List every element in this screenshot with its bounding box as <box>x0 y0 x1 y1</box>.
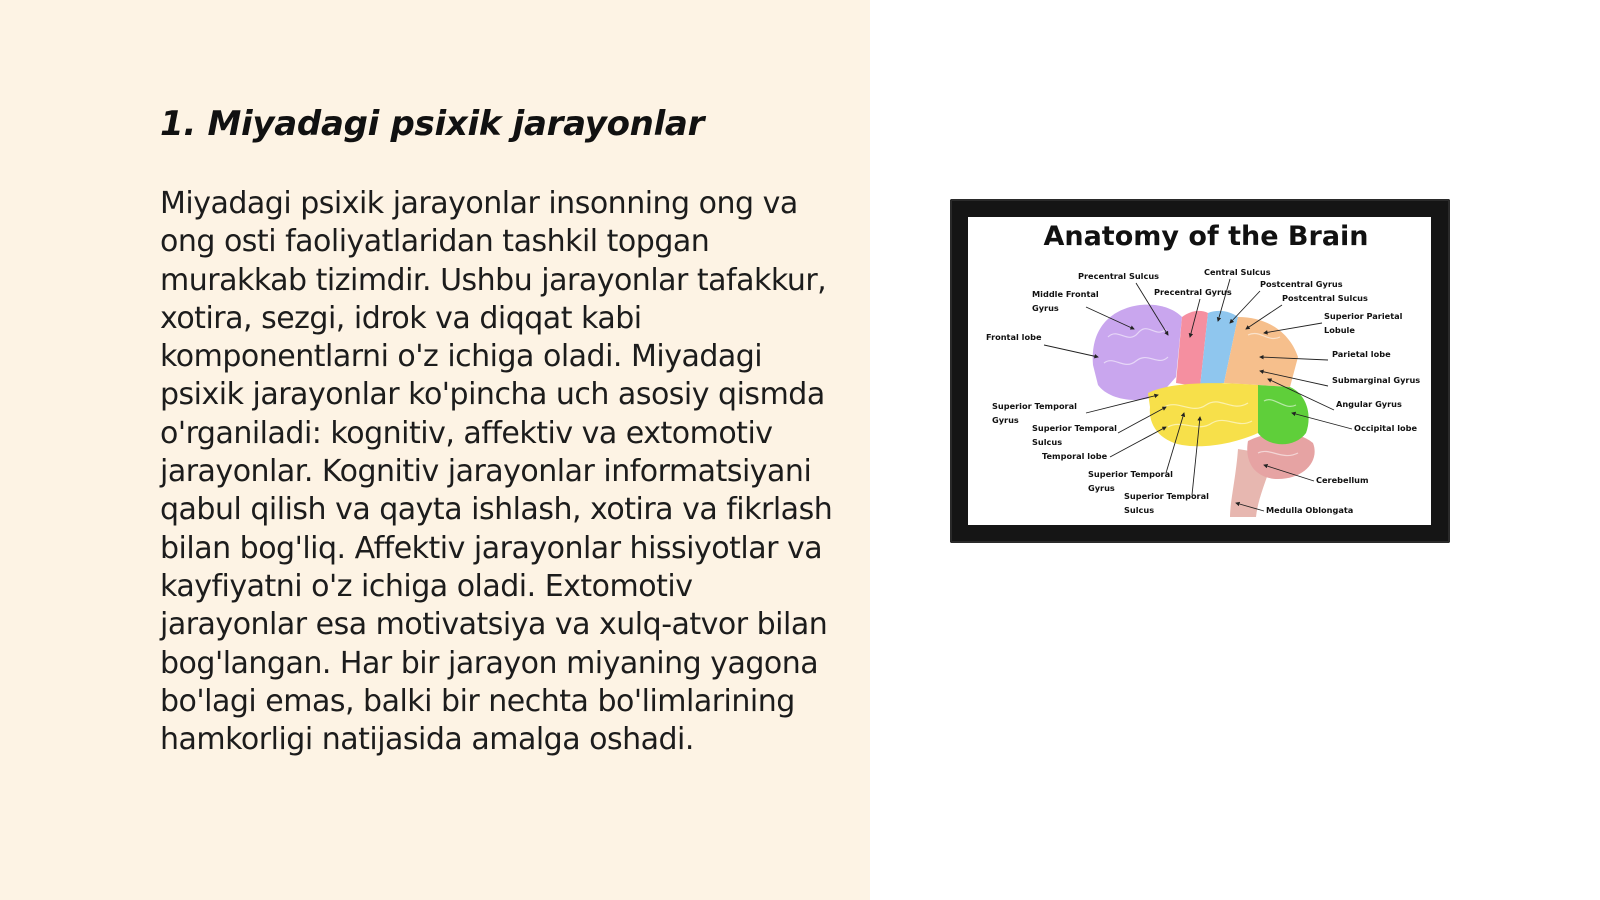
label-temporal-lobe: Temporal lobe <box>1042 451 1108 461</box>
slide-title: 1. Miyadagi psixik jarayonlar <box>160 104 705 144</box>
brain-illustration <box>1093 305 1315 517</box>
label-submarginal-gyrus: Submarginal Gyrus <box>1332 375 1421 385</box>
occipital-lobe-region <box>1258 385 1309 444</box>
slide-body-text: Miyadagi psixik jarayonlar insonning ong va ong osti faoliyatlaridan tashkil topgan murakkab tizimdir. Ushbu jarayonlar tafakkur, xotira, sezgi, idrok va diqqat kabi komponentlarni o'z ichiga oladi. Miyadagi psixik jarayonlar ko'pincha uch asosiy qismda o'rganiladi: kognitiv, affektiv va extomotiv jarayonlar. Kognitiv jarayonlar informatsiyani qabul qilish va qayta ishlash, xotira va fikrlash bilan bog'liq. Affektiv jarayonlar hissiyotlar va kayfiyatni o'z ichiga oladi. Extomotiv jarayonlar esa motivatsiya va xulq-atvor bilan bog'langan. Har bir jarayon miyaning yagona bo'lagi emas, balki bir nechta bo'limlarining hamkorligi natijasida amalga oshadi. <box>160 186 833 758</box>
label-postcentral-gyrus: Postcentral Gyrus <box>1260 279 1343 289</box>
label-sup-temporal-sulcus-a-line1: Superior Temporal <box>1032 423 1117 433</box>
label-superior-parietal-line1: Superior Parietal <box>1324 311 1403 321</box>
temporal-lobe-region <box>1148 383 1258 446</box>
label-sup-temporal-gyrus-b-line2: Gyrus <box>1088 483 1115 493</box>
label-frontal-lobe: Frontal lobe <box>986 332 1042 342</box>
label-middle-frontal-gyrus-line1: Middle Frontal <box>1032 289 1099 299</box>
brain-anatomy-poster <box>968 217 1431 525</box>
label-cerebellum: Cerebellum <box>1316 475 1369 485</box>
label-sup-temporal-sulcus-b-line1: Superior Temporal <box>1124 491 1209 501</box>
label-precentral-gyrus: Precentral Gyrus <box>1154 287 1232 297</box>
label-precentral-sulcus: Precentral Sulcus <box>1078 271 1160 281</box>
label-sup-temporal-gyrus-a-line1: Superior Temporal <box>992 401 1077 411</box>
label-middle-frontal-gyrus-line2: Gyrus <box>1032 303 1059 313</box>
label-sup-temporal-sulcus-a-line2: Sulcus <box>1032 437 1063 447</box>
brain-diagram <box>968 217 1431 525</box>
label-postcentral-sulcus: Postcentral Sulcus <box>1282 293 1368 303</box>
label-superior-parietal-line2: Lobule <box>1324 325 1355 335</box>
label-sup-temporal-gyrus-a-line2: Gyrus <box>992 415 1019 425</box>
label-medulla-oblongata: Medulla Oblongata <box>1266 505 1354 515</box>
label-sup-temporal-sulcus-b-line2: Sulcus <box>1124 505 1155 515</box>
label-parietal-lobe: Parietal lobe <box>1332 349 1391 359</box>
label-sup-temporal-gyrus-b-line1: Superior Temporal <box>1088 469 1173 479</box>
label-occipital-lobe: Occipital lobe <box>1354 423 1418 433</box>
label-central-sulcus: Central Sulcus <box>1204 267 1271 277</box>
brain-anatomy-poster-frame <box>950 199 1450 543</box>
label-angular-gyrus: Angular Gyrus <box>1336 399 1402 409</box>
poster-heading: Anatomy of the Brain <box>1043 221 1369 252</box>
frontal-lobe-region <box>1093 305 1182 400</box>
